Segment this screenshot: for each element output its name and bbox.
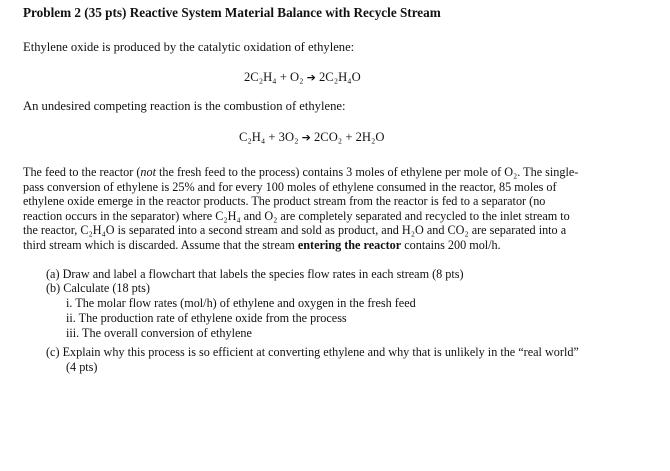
reaction1-arrow-icon: ➔	[306, 71, 316, 84]
problem-paragraph	[23, 165, 648, 252]
paragraph-line: third stream which is discarded. Assume that the stream entering the reactor contains 200 mol/h.	[23, 237, 501, 252]
question-b-item-ii: ii. The production rate of ethylene oxide from the process	[66, 311, 347, 325]
paragraph-line: pass conversion of ethylene is 25% and for every 100 moles of ethylene consumed in the reactor, 85 moles of	[23, 179, 557, 194]
reaction2-rhs: 2CO₂ + 2H₂O	[314, 130, 385, 144]
question-c: (c) Explain why this process is so efficient at converting ethylene and why that is unlikely in the “real world”	[46, 345, 579, 359]
paragraph-line: reaction occurs in the separator) where C₂H₄ and O₂ are completely separated and recycled to the inlet stream to	[23, 208, 570, 223]
question-a: (a) Draw and label a flowchart that labels the species flow rates in each stream (8 pts)	[46, 267, 464, 281]
reaction2-arrow-icon: ➔	[301, 131, 311, 144]
reaction2-lhs: C₂H₄ + 3O₂	[239, 130, 299, 144]
reaction1-rhs: 2C₂H₄O	[319, 70, 361, 84]
competing-intro-text: An undesired competing reaction is the combustion of ethylene:	[23, 99, 346, 113]
intro-text: Ethylene oxide is produced by the catalytic oxidation of ethylene:	[23, 40, 355, 54]
question-b-item-i: i. The molar flow rates (mol/h) of ethylene and oxygen in the fresh feed	[66, 296, 416, 310]
question-b-item-iii: iii. The overall conversion of ethylene	[66, 326, 252, 340]
reaction1-lhs: 2C₂H₄ + O₂	[244, 70, 304, 84]
paragraph-line: ethylene oxide emerge in the reactor products. The product stream from the reactor is fed to a separator (no	[23, 194, 546, 209]
paragraph-line: the reactor, C₂H₄O is separated into a second stream and sold as product, and H₂O and CO₂ are separated into a	[23, 223, 567, 238]
reaction-ethylene-oxide	[244, 70, 361, 85]
problem-title: Problem 2 (35 pts) Reactive System Material Balance with Recycle Stream	[23, 5, 441, 20]
paragraph-line: The feed to the reactor (not the fresh feed to the process) contains 3 moles of ethylene per mole of O₂. The single-	[23, 165, 579, 179]
question-c-points: (4 pts)	[66, 360, 98, 374]
reaction-combustion	[239, 130, 384, 145]
question-b: (b) Calculate (18 pts)	[46, 281, 150, 295]
